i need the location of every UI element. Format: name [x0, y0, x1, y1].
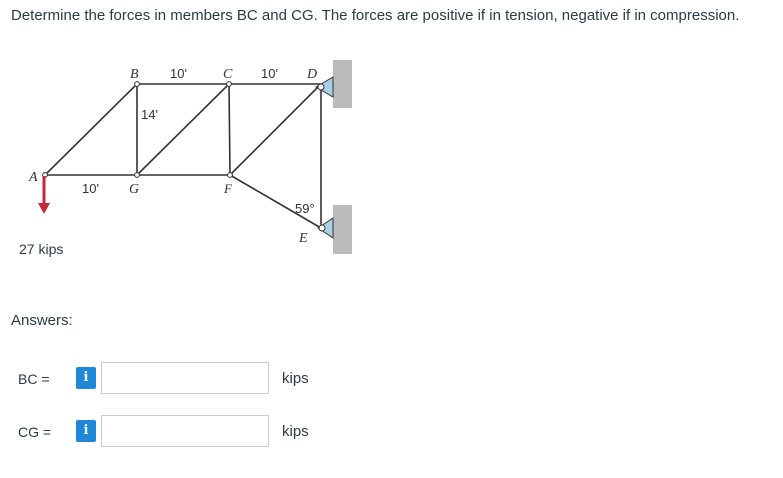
angle-label: 59° — [295, 201, 315, 216]
info-icon[interactable]: i — [76, 367, 96, 389]
load-label: 27 kips — [19, 241, 64, 257]
joint-label-e: E — [299, 231, 308, 246]
joint-label-c: C — [223, 67, 233, 82]
question-text: Determine the forces in members BC and CG. The forces are positive if in tension, negative if in compression. — [11, 7, 740, 24]
dimension-height: 14' — [141, 107, 158, 122]
answer-row-bc — [0, 362, 783, 396]
truss-figure — [0, 55, 370, 290]
cg-answer-input[interactable] — [101, 415, 269, 447]
truss-members — [45, 84, 321, 228]
dimension-ag: 10' — [82, 181, 99, 196]
unit-label-cg: kips — [282, 423, 309, 440]
load-arrow-head — [38, 203, 50, 214]
joint-label-f: F — [224, 181, 232, 196]
unit-label-bc: kips — [282, 370, 309, 387]
upper-wall — [333, 60, 352, 108]
lower-wall — [333, 205, 352, 254]
joint-label-d: D — [307, 67, 318, 82]
answers-heading: Answers: — [11, 312, 73, 329]
answer-label-cg: CG = — [18, 424, 52, 440]
dimension-cd: 10' — [261, 66, 278, 81]
joint-pins — [43, 82, 325, 231]
info-icon[interactable]: i — [76, 420, 96, 442]
dimension-bc: 10' — [170, 66, 187, 81]
joint-label-b: B — [130, 67, 139, 82]
joint-label-g: G — [129, 182, 140, 197]
joint-label-a: A — [29, 170, 38, 185]
bc-answer-input[interactable] — [101, 362, 269, 394]
answer-label-bc: BC = — [18, 371, 50, 387]
answer-row-cg — [0, 415, 783, 449]
